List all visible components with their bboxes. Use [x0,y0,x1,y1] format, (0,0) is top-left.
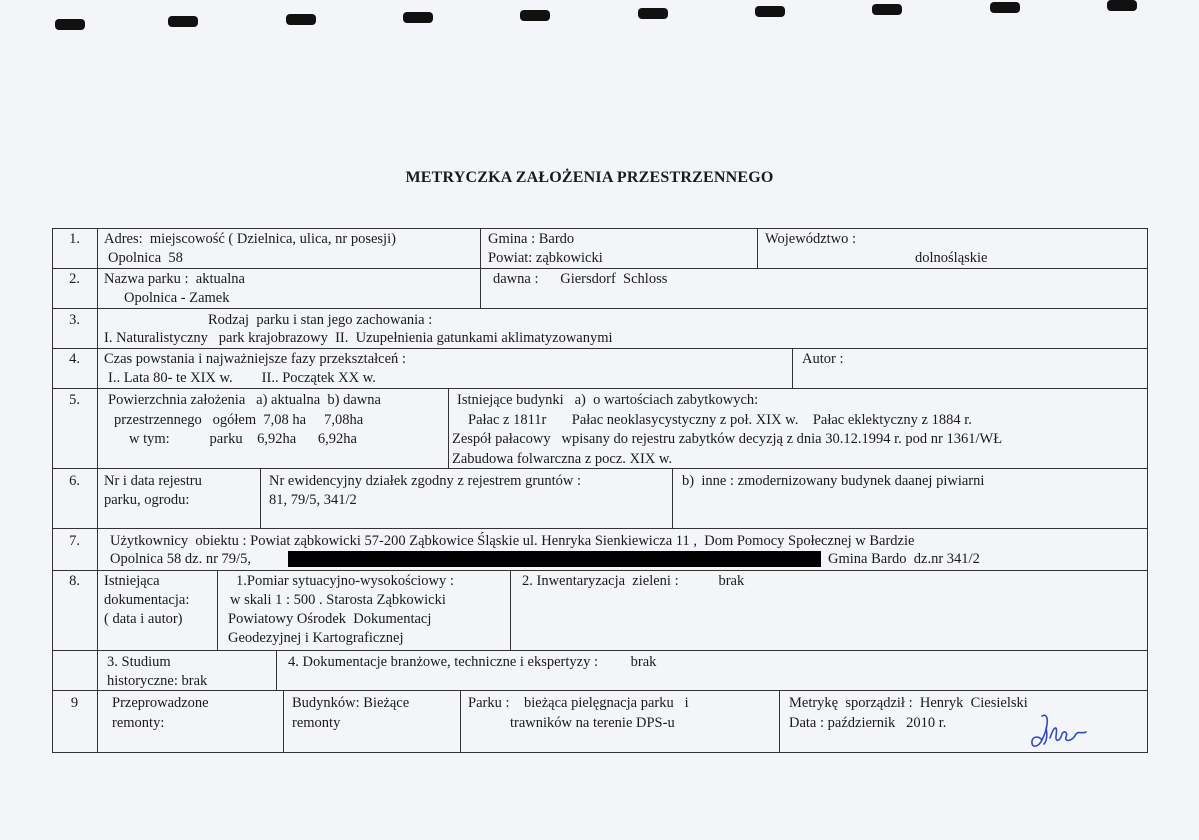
buildings-line: Istniejące budynki a) o wartościach zabytkowych: [457,392,759,408]
row-number: 9 [70,695,79,711]
plots-value: 81, 79/5, 341/2 [269,492,357,508]
historical-study: 3. Studium [107,654,171,670]
punch-mark [55,19,85,30]
historical-study: historyczne: brak [107,673,208,689]
metric-table [52,228,1148,752]
author-label: Autor : [802,351,844,367]
address-label: Adres: miejscowość ( Dzielnica, ulica, nr posesji) [104,231,396,247]
park-name-current-value: Opolnica - Zamek [124,290,230,306]
area-line: Powierzchnia założenia a) aktualna b) dawna [108,392,381,408]
grid-line [792,348,793,388]
grid-line [460,690,461,752]
survey-line: 1.Pomiar sytuacyjno-wysokościowy : [236,573,454,589]
grid-line [52,228,1148,229]
buildings-renovation: remonty [292,715,341,731]
punch-mark [872,4,902,15]
other-buildings: b) inne : zmodernizowany budynek daanej piwiarni [682,473,985,489]
grid-line [217,570,218,650]
grid-line [52,308,1148,309]
punch-mark [168,16,198,27]
row-number: 2. [69,271,80,287]
buildings-line: Zespół pałacowy wpisany do rejestru zabytków decyzją z dnia 30.12.1994 r. pod nr 1361/WŁ [452,431,1003,447]
park-type-value: I. Naturalistyczny park krajobrazowy II. Uzupełnienia gatunkami aklimatyzowanymi [104,330,613,346]
document-title: METRYCZKA ZAŁOŻENIA PRZESTRZENNEGO [405,169,774,186]
row-number: 3. [69,312,80,328]
documentation-label: Istniejąca [104,573,160,589]
plots-label: Nr ewidencyjny działek zgodny z rejestrem gruntów : [269,473,582,489]
area-line: przestrzennego ogółem 7,08 ha 7,08ha [114,412,364,428]
buildings-renovation: Budynków: Bieżące [292,695,410,711]
grid-line [52,650,1148,651]
row-number: 7. [69,533,80,549]
users-line: Opolnica 58 dz. nr 79/5, [110,551,251,567]
renovations-label: remonty: [112,715,165,731]
park-renovation: trawników na terenie DPS-u [510,715,675,731]
documentation-label: ( data i autor) [104,611,183,627]
branch-documentation: 4. Dokumentacje branżowe, techniczne i ekspertyzy : brak [288,654,657,670]
survey-line: w skali 1 : 500 . Starosta Ząbkowicki [230,592,446,608]
address-value: Opolnica 58 [108,250,183,266]
punch-mark [286,14,316,25]
row-number: 4. [69,351,80,367]
row-number: 6. [69,473,80,489]
punch-mark [638,8,668,19]
grid-line [52,348,1148,349]
row-number: 1. [69,231,80,247]
grid-line [757,228,758,268]
green-inventory: 2. Inwentaryzacja zieleni : brak [522,573,745,589]
register-label: parku, ogrodu: [104,492,190,508]
punch-mark [403,12,433,23]
gmina: Gmina : Bardo [488,231,575,247]
row-number: 8. [69,573,80,589]
register-label: Nr i data rejestru [104,473,202,489]
park-renovation: Parku : bieżąca pielęgnacja parku i [468,695,689,711]
area-line: w tym: parku 6,92ha 6,92ha [129,431,357,447]
row-number: 5. [69,392,80,408]
redaction-bar [288,551,821,567]
users-line: Gmina Bardo dz.nr 341/2 [828,551,980,567]
buildings-line: Zabudowa folwarczna z pocz. XIX w. [452,451,673,467]
punch-mark [520,10,550,21]
punch-mark [755,6,785,17]
park-name-former: dawna : Giersdorf Schloss [493,271,668,287]
grid-line [510,570,511,650]
punch-mark [1107,0,1137,11]
survey-line: Geodezyjnej i Kartograficznej [228,630,404,646]
grid-line [52,388,1148,389]
grid-line [672,468,673,528]
prepared-by: Metrykę sporządził : Henryk Ciesielski [789,695,1028,711]
grid-line [52,528,1148,529]
grid-line [276,650,277,690]
prepared-date: Data : październik 2010 r. [789,715,947,731]
grid-line [779,690,780,752]
grid-line [283,690,284,752]
origin-label: Czas powstania i najważniejsze fazy przekształceń : [104,351,406,367]
grid-line [52,752,1148,753]
grid-line [52,690,1148,691]
grid-line [1147,228,1148,753]
documentation-label: dokumentacja: [104,592,190,608]
survey-line: Powiatowy Ośrodek Dokumentacj [228,611,432,627]
signature-image [1028,710,1092,754]
park-type-label: Rodzaj parku i stan jego zachowania : [208,312,433,328]
grid-line [480,228,481,268]
park-name-current-label: Nazwa parku : aktualna [104,271,245,287]
grid-line [260,468,261,528]
grid-line [480,268,481,308]
voivodeship-value: dolnośląskie [915,250,988,266]
grid-line [448,388,449,468]
buildings-line: Pałac z 1811r Pałac neoklasycystyczny z poł. XIX w. Pałac eklektyczny z 1884 r. [468,412,972,428]
grid-line [97,228,98,753]
voivodeship-label: Województwo : [765,231,857,247]
powiat: Powiat: ząbkowicki [488,250,603,266]
grid-line [52,268,1148,269]
punch-mark [990,2,1020,13]
users-line: Użytkownicy obiektu : Powiat ząbkowicki 57-200 Ząbkowice Śląskie ul. Henryka Sienkiewicza 11 , Dom Pomocy Społecznej w Bardzie [110,533,915,549]
renovations-label: Przeprowadzone [112,695,209,711]
origin-value: I.. Lata 80- te XIX w. II.. Początek XX w. [108,370,376,386]
